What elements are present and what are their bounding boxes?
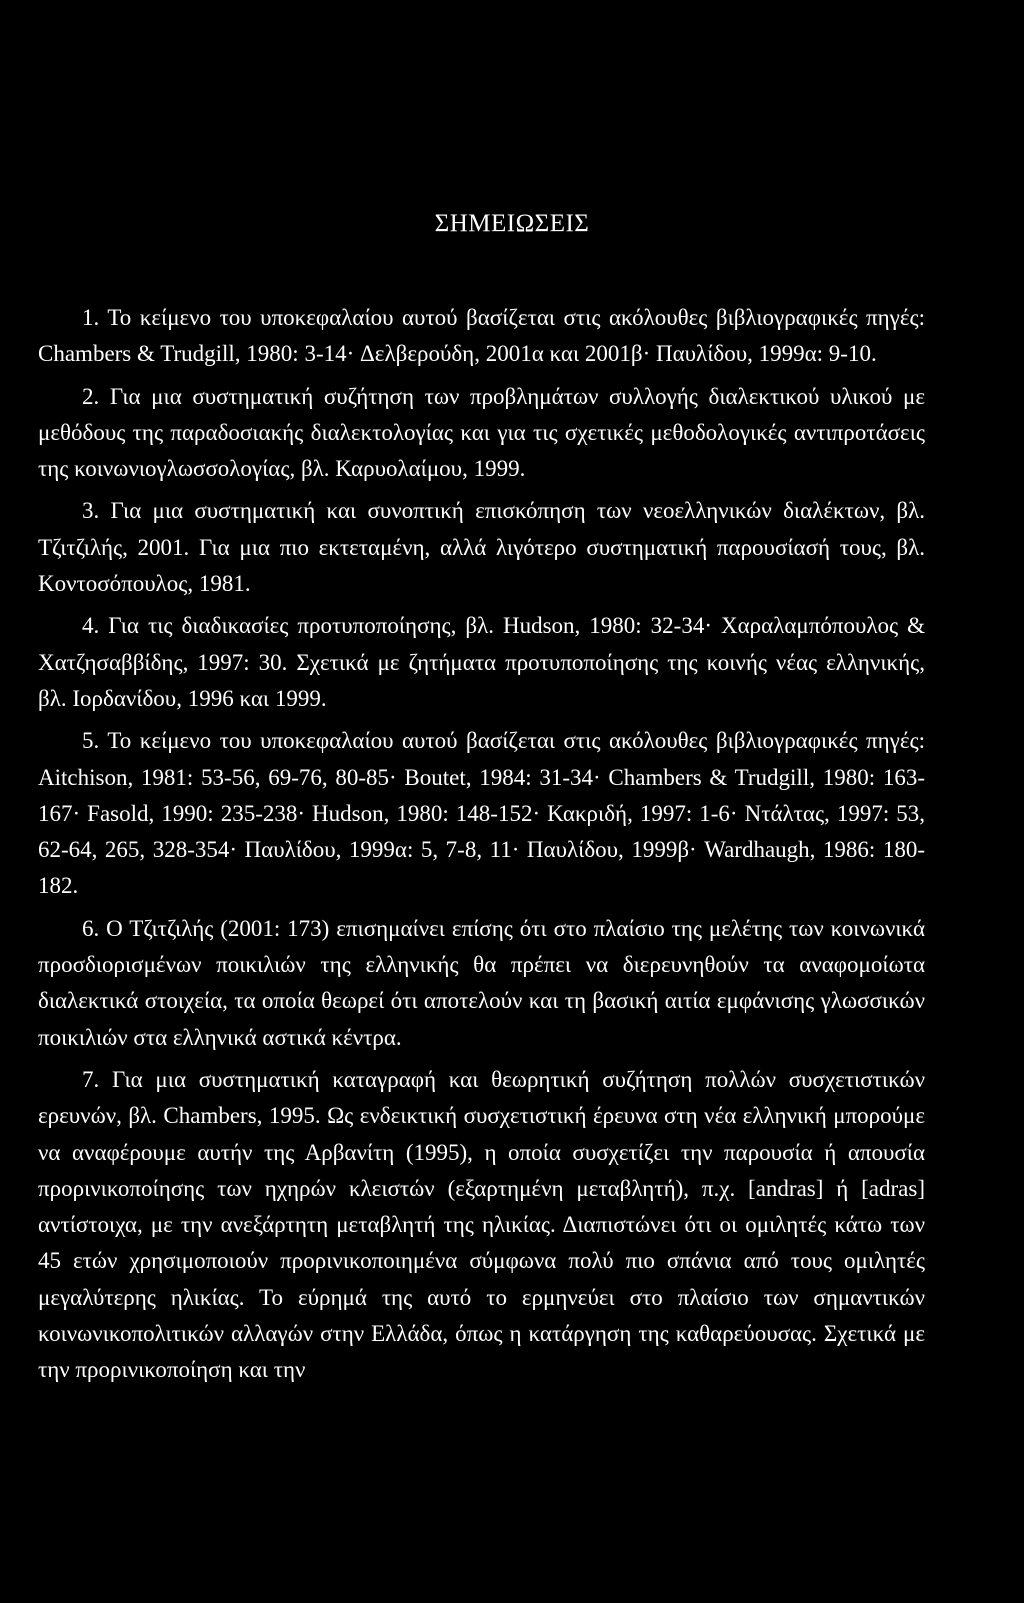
note-4: 4. Για τις διαδικασίες προτυποποίησης, βλ. Hudson, 1980: 32-34· Χαραλαμπόπουλος & Χατζησαββίδης, 1997: 30. Σχετικά με ζητήματα προτυποποίησης της κοινής νέας ελληνικής, βλ. Ιορδανίδου, 1996 και 1999.: [38, 613, 925, 711]
page-title: ΣΗΜΕΙΩΣΕΙΣ: [434, 210, 590, 237]
note-7: 7. Για μια συστηματική καταγραφή και θεωρητική συζήτηση πολλών συσχετιστικών ερευνών, βλ. Chambers, 1995. Ως ενδεικτική συσχετιστική έρευνα στη νέα ελληνική μπορούμε να αναφέρουμε αυτήν της Αρβανίτη (1995), η οποία συσχετίζει την παρουσία ή απουσία προρινικοποίησης των ηχηρών κλειστών (εξαρτημένη μεταβλητή), π.χ. [andras] ή [adras] αντίστοιχα, με την ανεξάρτητη μεταβλητή της ηλικίας. Διαπιστώνει ότι οι ομιλητές κάτω των 45 ετών χρησιμοποιούν προρινικοποιημένα σύμφωνα πολύ πιο σπάνια από τους ομιλητές μεγαλύτερης ηλικίας. Το εύρημά της αυτό το ερμηνεύει στο πλαίσιο των σημαντικών κοινωνικοπολιτικών αλλαγών στην Ελλάδα, όπως η κατάργηση της καθαρεύουσας. Σχετικά με την προρινικοποίηση και την: [38, 1066, 925, 1383]
note-2: 2. Για μια συστηματική συζήτηση των προβλημάτων συλλογής διαλεκτικού υλικού με μεθόδους της παραδοσιακής διαλεκτολογίας και για τις σχετικές μεθοδολογικές αντιπροτάσεις της κοινωνιογλωσσολογίας, βλ. Καρυολαίμου, 1999.: [38, 383, 925, 482]
note-6: 6. Ο Τζιτζιλής (2001: 173) επισημαίνει επίσης ότι στο πλαίσιο της μελέτης των κοινωνικά προσδιορισμένων ποικιλιών της ελληνικής θα πρέπει να διερευνηθούν τα αναφομοίωτα διαλεκτικά στοιχεία, τα οποία θεωρεί ότι αποτελούν και τη βασική αιτία εμφάνισης γλωσσικών ποικιλιών στα ελληνικά αστικά κέντρα.: [38, 915, 925, 1050]
note-3: 3. Για μια συστηματική και συνοπτική επισκόπηση των νεοελληνικών διαλέκτων, βλ. Τζιτζιλής, 2001. Για μια πιο εκτεταμένη, αλλά λιγότερο συστηματική παρουσίασή τους, βλ. Κοντοσόπουλος, 1981.: [38, 498, 925, 597]
notes-list: [38, 300, 925, 1395]
note-5: 5. Το κείμενο του υποκεφαλαίου αυτού βασίζεται στις ακόλουθες βιβλιογραφικές πηγές: Aitchison, 1981: 53-56, 69-76, 80-85· Boutet, 1984: 31-34· Chambers & Trudgill, 1980: 163-167· Fasold, 1990: 235-238· Hudson, 1980: 148-152· Κακριδή, 1997: 1-6· Ντάλτας, 1997: 53, 62-64, 265, 328-354· Παυλίδου, 1999α: 5, 7-8, 11· Παυλίδου, 1999β· Wardhaugh, 1986: 180-182.: [38, 728, 925, 899]
note-1: 1. Το κείμενο του υποκεφαλαίου αυτού βασίζεται στις ακόλουθες βιβλιογραφικές πηγές: Chambers & Trudgill, 1980: 3-14· Δελβερούδη, 2001α και 2001β· Παυλίδου, 1999α: 9-10.: [38, 305, 925, 367]
